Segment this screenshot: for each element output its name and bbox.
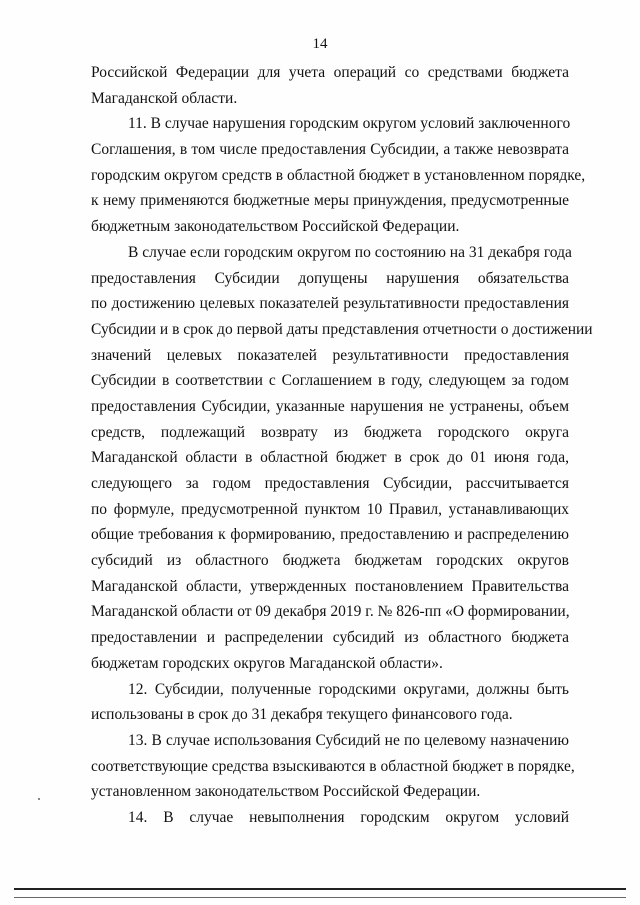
bottom-scan-edge-thin	[14, 897, 626, 898]
text-line: по формуле, предусмотренной пунктом 10 Правил, устанавливающих	[91, 500, 569, 518]
text-line: соответствующие средства взыскиваются в областной бюджет в порядке,	[91, 757, 575, 775]
text-line: городским округом средств в областной бюджет в установленном порядке,	[91, 166, 586, 184]
text-line: предоставления Субсидии допущены нарушения обязательства	[91, 269, 569, 287]
text-line: бюджетным законодательством Российской Федерации.	[91, 218, 460, 236]
page-number: 14	[312, 36, 328, 52]
text-line: предоставлении и распределении субсидий из областного бюджета	[91, 629, 569, 647]
text-line: бюджетам городских округов Магаданской области».	[91, 654, 443, 672]
paragraph-13-start: 13. В случае использования Субсидий не по целевому назначению	[128, 731, 569, 749]
bottom-scan-edge	[14, 888, 626, 890]
text-line: Российской Федерации для учета операций со средствами бюджета	[91, 64, 569, 81]
text-line: Магаданской области в областной бюджет в срок до 01 июня года,	[91, 449, 569, 467]
text-line: Субсидии в соответствии с Соглашением в году, следующем за годом	[91, 372, 569, 390]
text-line: субсидий из областного бюджета бюджетам городских округов	[91, 552, 569, 570]
text-line: предоставления Субсидии, указанные нарушения не устранены, объем	[91, 397, 569, 415]
paragraph-14-start: 14. В случае невыполнения городским округом условий	[128, 808, 569, 826]
text-line: установленном законодательством Российской Федерации.	[91, 783, 481, 801]
text-line: средств, подлежащий возврату из бюджета городского округа	[91, 423, 569, 441]
text-line: Магаданской области, утвержденных постановлением Правительства	[91, 577, 569, 595]
scan-artifact	[38, 798, 40, 800]
text-line: по достижению целевых показателей результативности предоставления	[91, 295, 569, 313]
text-line: следующего за годом предоставления Субсидии, рассчитывается	[91, 475, 569, 492]
paragraph-11-second-start: В случае если городским округом по состоянию на 31 декабря года	[128, 243, 572, 261]
paragraph-12-start: 12. Субсидии, полученные городскими округами, должны быть	[128, 680, 569, 698]
text-line: Магаданской области.	[91, 89, 238, 107]
text-line: к нему применяются бюджетные меры принуждения, предусмотренные	[91, 192, 569, 210]
text-line: значений целевых показателей результативности предоставления	[91, 346, 569, 364]
text-line: Субсидии и в срок до первой даты представления отчетности о достижении	[91, 320, 593, 338]
text-line: общие требования к формированию, предоставлению и распределению	[91, 526, 569, 544]
text-line: использованы в срок до 31 декабря текущего финансового года.	[91, 706, 513, 724]
document-body	[91, 60, 593, 831]
paragraph-11-start: 11. В случае нарушения городским округом условий заключенного	[128, 115, 571, 133]
text-line: Магаданской области от 09 декабря 2019 г. № 826-пп «О формировании,	[91, 603, 570, 621]
text-line: Соглашения, в том числе предоставления Субсидии, а также невозврата	[91, 141, 569, 159]
